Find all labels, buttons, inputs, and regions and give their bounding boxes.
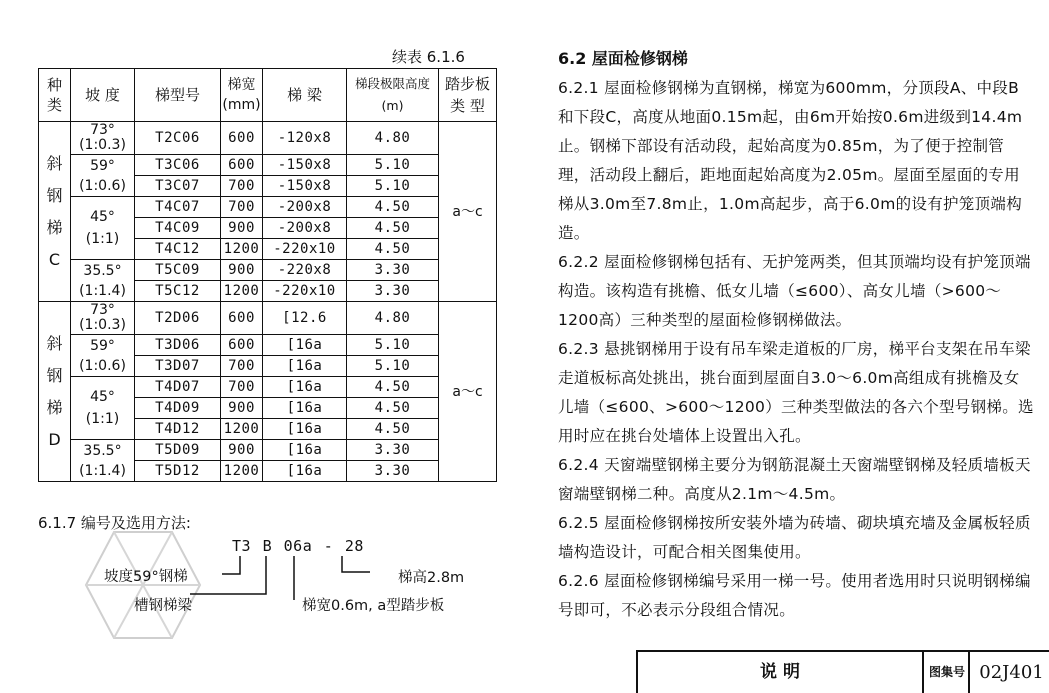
model-cell: T4D07 [135, 377, 221, 398]
slope-cell: 59° (1:0.6) [71, 335, 135, 377]
height-cell: 3.30 [347, 440, 439, 461]
height-cell: 4.50 [347, 218, 439, 239]
width-cell: 1200 [221, 239, 263, 260]
model-cell: T2C06 [135, 122, 221, 155]
beam-cell: [16a [263, 335, 347, 356]
beam-cell: [16a [263, 419, 347, 440]
beam-cell: [12.6 [263, 302, 347, 335]
spec-table [38, 68, 497, 482]
table-header-row [39, 69, 497, 122]
beam-cell: -200x8 [263, 218, 347, 239]
height-cell: 4.80 [347, 302, 439, 335]
paragraph-624: 6.2.4 天窗端壁钢梯主要分为钢筋混凝土天窗端壁钢梯及轻质墙板天窗端壁钢梯二种。高度从2.1m～4.5m。 [558, 456, 1031, 503]
model-cell: T4C07 [135, 197, 221, 218]
title-block-atlas-label: 图集号 [922, 652, 970, 693]
paragraph-626: 6.2.6 屋面检修钢梯编号采用一梯一号。使用者选用时只说明钢梯编号即可，不必表示分段组合情况。 [558, 572, 1031, 619]
model-cell: T5C09 [135, 260, 221, 281]
slope-cell: 45° (1:1) [71, 197, 135, 260]
width-cell: 700 [221, 197, 263, 218]
label-slope: 坡度59°钢梯 [104, 569, 188, 585]
section-62-heading: 6.2 屋面检修钢梯 [558, 49, 688, 68]
model-cell: T5C12 [135, 281, 221, 302]
table-row [39, 302, 497, 335]
table-row [39, 155, 497, 176]
table-row [39, 377, 497, 398]
width-cell: 700 [221, 176, 263, 197]
section-617-title: 6.1.7 编号及选用方法: [38, 514, 191, 532]
slope-cell: 59° (1:0.6) [71, 155, 135, 197]
header-slope: 坡 度 [71, 69, 135, 122]
height-cell: 5.10 [347, 335, 439, 356]
width-cell: 1200 [221, 281, 263, 302]
height-cell: 4.50 [347, 419, 439, 440]
paragraph-621: 6.2.1 屋面检修钢梯为直钢梯，梯宽为600mm，分顶段A、中段B和下段C，高度从地面0.15m起，由6m开始按0.6m进级到14.4m止。钢梯下部设有活动段，起始高度为0.85m，为了便于控制管理，活动段上翻后，距地面起始高度为2.05m。屋面至屋面的专用梯从3.0m至7.8m止，1.0m高起步，高于6.0m的设有护笼顶端构造。 [558, 79, 1023, 242]
label-width: 梯宽0.6m, a型踏步板 [302, 598, 445, 614]
group-c [39, 122, 497, 302]
title-block-name: 说 明 [760, 662, 800, 682]
label-beam: 槽钢梯梁 [134, 598, 192, 614]
width-cell: 900 [221, 398, 263, 419]
table-caption: 续表 6.1.6 [392, 48, 465, 66]
width-cell: 900 [221, 440, 263, 461]
slope-cell: 35.5° (1:1.4) [71, 440, 135, 482]
tread-cell-c: a～c [439, 122, 497, 302]
height-cell: 3.30 [347, 461, 439, 482]
slope-cell: 45° (1:1) [71, 377, 135, 440]
table-row [39, 197, 497, 218]
model-cell: T2D06 [135, 302, 221, 335]
model-cell: T4C12 [135, 239, 221, 260]
title-block-atlas-no: 02J401 [968, 652, 1049, 693]
beam-cell: -220x10 [263, 239, 347, 260]
height-cell: 4.50 [347, 239, 439, 260]
kind-cell-d: 斜 钢 梯 D [39, 302, 71, 482]
width-cell: 700 [221, 356, 263, 377]
header-width: 梯宽 (mm) [221, 69, 263, 122]
width-cell: 600 [221, 302, 263, 335]
header-tread: 踏步板 类 型 [439, 69, 497, 122]
model-cell: T3D07 [135, 356, 221, 377]
beam-cell: [16a [263, 377, 347, 398]
model-cell: T5D12 [135, 461, 221, 482]
width-cell: 1200 [221, 419, 263, 440]
beam-cell: -220x8 [263, 260, 347, 281]
width-cell: 1200 [221, 461, 263, 482]
model-cell: T4D12 [135, 419, 221, 440]
paragraph-625: 6.2.5 屋面检修钢梯按所安装外墙为砖墙、砌块填充墙及金属板轻质墙构造设计，可配合相关图集使用。 [558, 514, 1031, 561]
model-cell: T4C09 [135, 218, 221, 239]
height-cell: 4.50 [347, 377, 439, 398]
kind-cell-c: 斜 钢 梯 C [39, 122, 71, 302]
paragraph-list [558, 74, 1034, 625]
code-example: T3 B 06a - 28 [232, 537, 364, 555]
slope-cell: 35.5° (1:1.4) [71, 260, 135, 302]
header-beam: 梯 梁 [263, 69, 347, 122]
header-kind: 种类 [39, 69, 71, 122]
tread-cell-d: a～c [439, 302, 497, 482]
table-row [39, 440, 497, 461]
beam-cell: [16a [263, 356, 347, 377]
beam-cell: -220x10 [263, 281, 347, 302]
title-block [636, 650, 1049, 693]
model-cell: T3C07 [135, 176, 221, 197]
slope-cell: 73° (1:0.3) [71, 122, 135, 155]
width-cell: 900 [221, 218, 263, 239]
width-cell: 600 [221, 122, 263, 155]
header-model: 梯型号 [135, 69, 221, 122]
table-row [39, 260, 497, 281]
model-cell: T5D09 [135, 440, 221, 461]
height-cell: 3.30 [347, 260, 439, 281]
beam-cell: -120x8 [263, 122, 347, 155]
beam-cell: -150x8 [263, 176, 347, 197]
beam-cell: [16a [263, 440, 347, 461]
model-cell: T4D09 [135, 398, 221, 419]
width-cell: 600 [221, 335, 263, 356]
height-cell: 4.80 [347, 122, 439, 155]
height-cell: 5.10 [347, 356, 439, 377]
width-cell: 600 [221, 155, 263, 176]
beam-cell: [16a [263, 398, 347, 419]
height-cell: 4.50 [347, 398, 439, 419]
beam-cell: [16a [263, 461, 347, 482]
height-cell: 3.30 [347, 281, 439, 302]
height-cell: 5.10 [347, 155, 439, 176]
slope-cell: 73° (1:0.3) [71, 302, 135, 335]
table-row [39, 122, 497, 155]
width-cell: 700 [221, 377, 263, 398]
table-row [39, 335, 497, 356]
height-cell: 5.10 [347, 176, 439, 197]
label-height: 梯高2.8m [398, 570, 465, 586]
paragraph-622: 6.2.2 屋面检修钢梯包括有、无护笼两类，但其顶端均设有护笼顶端构造。该构造有挑檐、低女儿墙（≤600）、高女儿墙（>600～1200高）三种类型的屋面检修钢梯做法。 [558, 253, 1031, 329]
paragraph-623: 6.2.3 悬挑钢梯用于设有吊车梁走道板的厂房，梯平台支架在吊车梁走道板标高处挑出，挑台面到屋面自3.0～6.0m高组成有挑檐及女儿墙（≤600、>600～1200）三种类型做法的各六个型号钢梯。选用时应在挑台处墙体上设置出入孔。 [558, 340, 1034, 445]
width-cell: 900 [221, 260, 263, 281]
group-d [39, 302, 497, 482]
height-cell: 4.50 [347, 197, 439, 218]
model-cell: T3D06 [135, 335, 221, 356]
header-height-limit: 梯段极限高度 (m) [347, 69, 439, 122]
model-cell: T3C06 [135, 155, 221, 176]
beam-cell: -150x8 [263, 155, 347, 176]
beam-cell: -200x8 [263, 197, 347, 218]
